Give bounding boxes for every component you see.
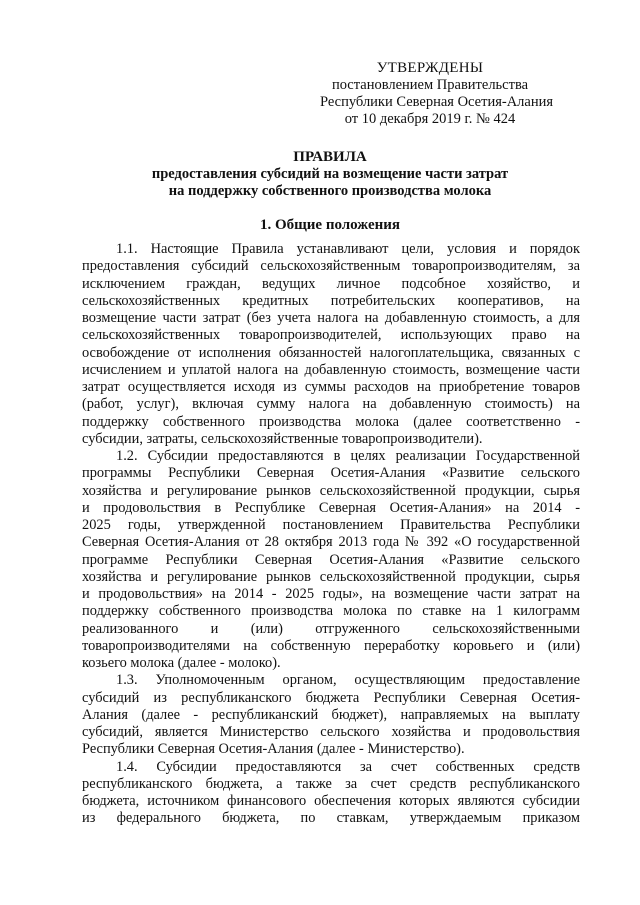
title-main: ПРАВИЛА: [293, 149, 367, 165]
approval-line-3: от 10 декабря 2019 г. № 424: [344, 111, 516, 127]
text-line: бюджета, источником финансового обеспечения которых являются субсидии: [82, 793, 580, 809]
text-line: Республики Северная Осетия-Алания (далее - Министерство).: [82, 741, 465, 758]
text-line: затрат осуществляется исходя из суммы расходов на приобретение товаров: [82, 379, 580, 395]
approval-heading: УТВЕРЖДЕНЫ: [376, 60, 484, 76]
text-line: сельскохозяйственных кредитных потребительских кооперативов, на: [82, 292, 580, 309]
paragraph-1-3: [82, 672, 580, 758]
text-line: товаропроизводителями на собственную переработку коровьего и (или): [82, 637, 580, 654]
text-line: 2025 годы, утвержденной постановлением Правительства Республики: [82, 517, 580, 533]
text-line: Алания (далее - республиканский бюджет), направляемых на выплату: [82, 706, 580, 723]
text-line: хозяйства и регулирование рынков сельскохозяйственной продукции, сырья: [82, 568, 580, 585]
paragraph-1-1: [82, 241, 580, 448]
document-title: [80, 149, 580, 200]
paragraph-1-4: [82, 759, 580, 828]
text-line: из федерального бюджета, по ставкам, утверждаемым приказом: [82, 810, 580, 827]
text-line: (работ, услуг), включая сумму налога на добавленную стоимость) на: [82, 396, 580, 413]
title-line-2: на поддержку собственного производства молока: [168, 183, 492, 199]
text-line: и продовольствия в Республике Северная Осетия-Алания» на 2014 -: [82, 499, 580, 516]
text-line: программе Республики Северная Осетия-Алания «Развитие сельского: [82, 551, 580, 568]
text-line: 1.1. Настоящие Правила устанавливают цели, условия и порядок: [116, 241, 580, 257]
text-line: 1.2. Субсидии предоставляются в целях реализации Государственной: [116, 448, 580, 464]
section-heading: 1. Общие положения: [259, 217, 401, 233]
text-line: субсидий из республиканского бюджета Республики Северная Осетия-: [82, 689, 580, 706]
text-line: программы Республики Северная Осетия-Алания «Развитие сельского: [82, 465, 580, 482]
text-line: освобождение от исполнения обязанностей налогоплательщика, связанных с: [82, 344, 580, 361]
text-line: хозяйства и регулирование рынков сельскохозяйственной продукции, сырья: [82, 482, 580, 499]
text-line: субсидии, затраты, сельскохозяйственные товаропроизводители).: [82, 430, 483, 447]
title-line-1: предоставления субсидий на возмещение части затрат: [151, 166, 509, 182]
text-line: поддержку собственного производства молока (далее соответственно -: [82, 413, 580, 430]
text-line: реализованного и (или) отгруженного сельскохозяйственными: [82, 620, 580, 637]
approval-line-2: Республики Северная Осетия-Алания: [320, 94, 554, 110]
approval-line-1: постановлением Правительства: [331, 77, 529, 93]
text-line: республиканского бюджета, а также за счет средств республиканского: [82, 775, 580, 792]
text-line: субсидий, является Министерство сельского хозяйства и продовольствия: [82, 724, 580, 740]
text-line: исключением граждан, ведущих личное подсобное хозяйство, и: [82, 275, 580, 292]
text-line: козьего молока (далее - молоко).: [82, 655, 281, 671]
document-body: [82, 241, 580, 828]
text-line: сельскохозяйственных товаропроизводителей, использующих право на: [82, 327, 580, 344]
text-line: и продовольствия» на 2014 - 2025 годы», на возмещение части затрат на: [82, 586, 580, 602]
text-line: поддержку собственного производства молока по ставке на 1 килограмм: [82, 603, 580, 620]
text-line: исчислением и уплатой налога на добавленную стоимость, возмещение части: [82, 361, 580, 378]
paragraph-1-2: [82, 448, 580, 672]
text-line: Северная Осетия-Алания от 28 октября 2013 года № 392 «О государственной: [82, 534, 580, 551]
approval-stamp: [320, 60, 554, 128]
text-line: возмещение части затрат (без учета налога на добавленную стоимость, а для: [82, 310, 580, 326]
text-line: предоставления субсидий сельскохозяйственным товаропроизводителям, за: [82, 258, 580, 275]
text-line: 1.4. Субсидии предоставляются за счет собственных средств: [116, 758, 580, 775]
text-line: 1.3. Уполномоченным органом, осуществляющим предоставление: [116, 672, 580, 689]
